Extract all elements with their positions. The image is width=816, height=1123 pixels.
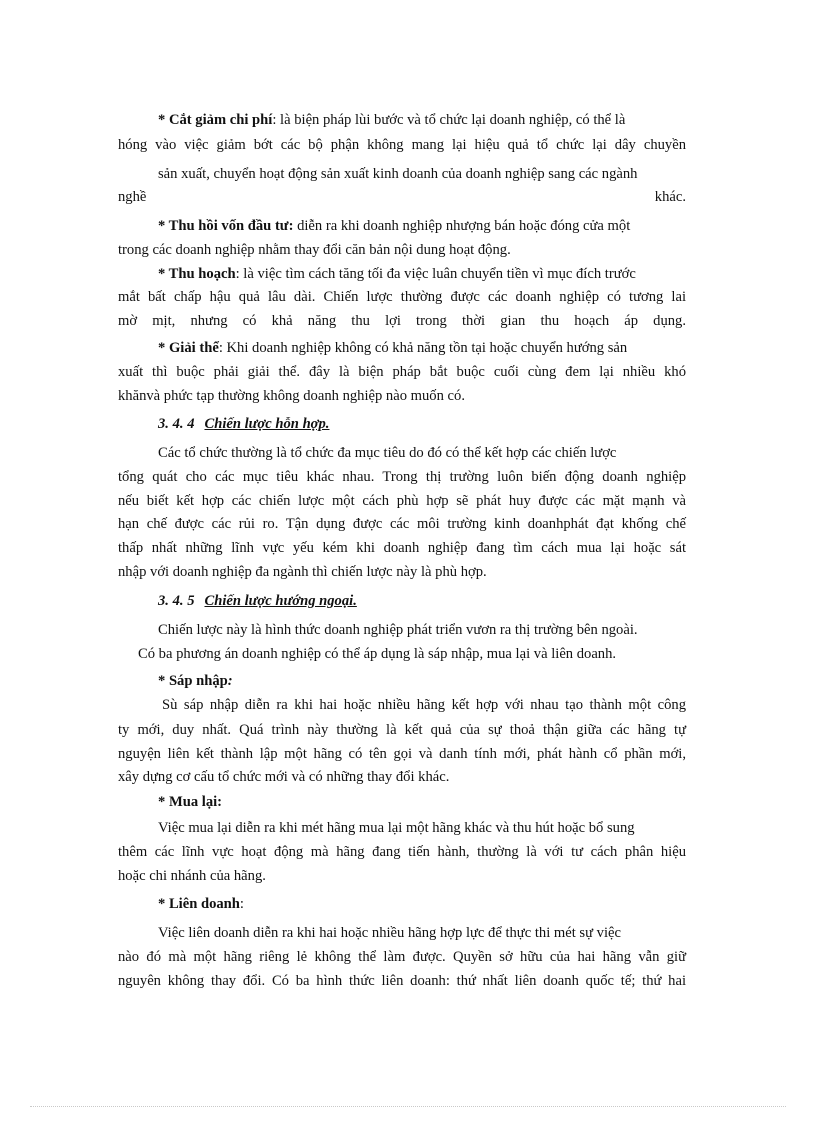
paragraph-line: Các tổ chức thường là tổ chức đa mục tiêu do đó có thể kết hợp các chiến lược: [158, 445, 617, 461]
paragraph-line: [158, 671, 233, 691]
section-number: 3. 4. 4: [158, 416, 195, 432]
paragraph-line: trong các doanh nghiệp nhằm thay đổi căn bản nội dung hoạt động.: [118, 242, 511, 258]
colon: :: [239, 896, 244, 912]
term-thu-hoi-von: * Thu hồi vốn đầu tư:: [158, 218, 294, 234]
paragraph-line: nào đó mà một hãng riêng lẻ không thể làm được. Quyền sở hữu của hai hãng vẫn giữ: [118, 949, 686, 965]
paragraph-line: khănvà phức tạp thường không doanh nghiệp nào muốn có.: [118, 388, 465, 404]
paragraph-line: xây dựng cơ cấu tổ chức mới và có những thay đổi khác.: [118, 769, 450, 785]
term-cat-giam-chi-phi: * Cắt giảm chi phí: [158, 112, 273, 128]
section-number: 3. 4. 5: [158, 593, 195, 609]
paragraph-line: thêm các lĩnh vực hoạt động mà hãng đang tiến hành, thường là với tư cách phân hiệu: [118, 844, 686, 860]
paragraph-line: hạn chế được các rủi ro. Tận dụng được các môi trường kinh doanhphát đạt khống chế: [118, 516, 686, 532]
paragraph-line: thấp nhất những lĩnh vực yếu kém khi doanh nghiệp đang tìm cách mua lại hoặc sát: [118, 540, 686, 556]
term-lien-doanh: * Liên doanh: [158, 896, 240, 912]
paragraph-line: hoặc chi nhánh của hãng.: [118, 868, 266, 884]
paragraph-line: sản xuất, chuyển hoạt động sản xuất kinh doanh của doanh nghiệp sang các ngành: [158, 166, 638, 182]
paragraph-line: [158, 110, 625, 130]
paragraph-line: Sù sáp nhập diễn ra khi hai hoặc nhiều hãng kết hợp với nhau tạo thành một công: [162, 697, 686, 713]
page-bottom-divider: [30, 1106, 786, 1107]
paragraph-line: [158, 338, 627, 358]
section-heading-3-4-5: [158, 591, 357, 611]
text: diễn ra khi doanh nghiệp nhượng bán hoặc đóng cửa một: [293, 218, 631, 234]
paragraph-line: tổng quát cho các mục tiêu khác nhau. Trong thị trường luôn biến động doanh nghiệp: [118, 469, 686, 485]
paragraph-line: mắt bất chấp hậu quả lâu dài. Chiến lược thường được các doanh nghiệp có tương lai: [118, 289, 686, 305]
term-giai-the: * Giải thể: [158, 340, 219, 356]
paragraph-line: Việc mua lại diễn ra khi mét hãng mua lại một hãng khác và thu hút hoặc bổ sung: [158, 820, 635, 836]
paragraph-line: mờ mịt, nhưng có khả năng thu lợi trong thời gian thu hoạch áp dụng.: [118, 313, 686, 329]
text: : là việc tìm cách tăng tối đa việc luân chuyển tiền vì mục đích trước: [235, 266, 636, 282]
paragraph-line: xuất thì buộc phải giải thể. đây là biện pháp bắt buộc cuối cùng đem lại nhiều khó: [118, 364, 686, 380]
paragraph-line: [158, 264, 636, 284]
text: : là biện pháp lùi bước và tổ chức lại doanh nghiệp, có thể là: [272, 112, 626, 128]
paragraph-line: hóng vào việc giảm bớt các bộ phận không mang lại hiệu quả tổ chức lại dây chuyền: [118, 137, 686, 153]
paragraph-line: nhập với doanh nghiệp đa ngành thì chiến lược này là phù hợp.: [118, 564, 487, 580]
paragraph-line: [158, 894, 244, 914]
paragraph-line: Có ba phương án doanh nghiệp có thể áp dụng là sáp nhập, mua lại và liên doanh.: [138, 646, 617, 662]
colon: :: [227, 673, 233, 689]
section-title: Chiến lược hướng ngoại.: [204, 593, 357, 609]
paragraph-line: Việc liên doanh diễn ra khi hai hoặc nhiều hãng hợp lực để thực thi mét sự việc: [158, 925, 621, 941]
paragraph-line: ty mới, duy nhất. Quá trình này thường là kết quả của sự thoả thận giữa các hãng tự: [118, 722, 686, 738]
term-thu-hoach: * Thu hoạch: [158, 266, 236, 282]
paragraph-line: Chiến lược này là hình thức doanh nghiệp phát triển vươn ra thị trường bên ngoài.: [158, 622, 638, 638]
text: : Khi doanh nghiệp không có khả năng tồn tại hoặc chuyển hướng sản: [218, 340, 628, 356]
paragraph-line: nghề: [118, 189, 147, 205]
paragraph-line: nguyên không thay đổi. Có ba hình thức liên doanh: thứ nhất liên doanh quốc tế; thứ hai: [118, 973, 686, 989]
term-mua-lai: * Mua lại:: [158, 794, 223, 810]
paragraph-line: [158, 216, 630, 236]
section-title: Chiến lược hỗn hợp.: [204, 416, 330, 432]
paragraph-line: nguyện liên kết thành lập một hãng có tên gọi và danh tính mới, phát hành cổ phần mới,: [118, 746, 686, 762]
section-heading-3-4-4: [158, 414, 329, 434]
paragraph-line: khác.: [654, 189, 686, 205]
paragraph-line: nếu biết kết hợp các chiến lược một cách phù hợp sẽ phát huy được các mặt mạnh và: [118, 493, 686, 509]
term-sap-nhap: * Sáp nhập: [158, 673, 228, 689]
